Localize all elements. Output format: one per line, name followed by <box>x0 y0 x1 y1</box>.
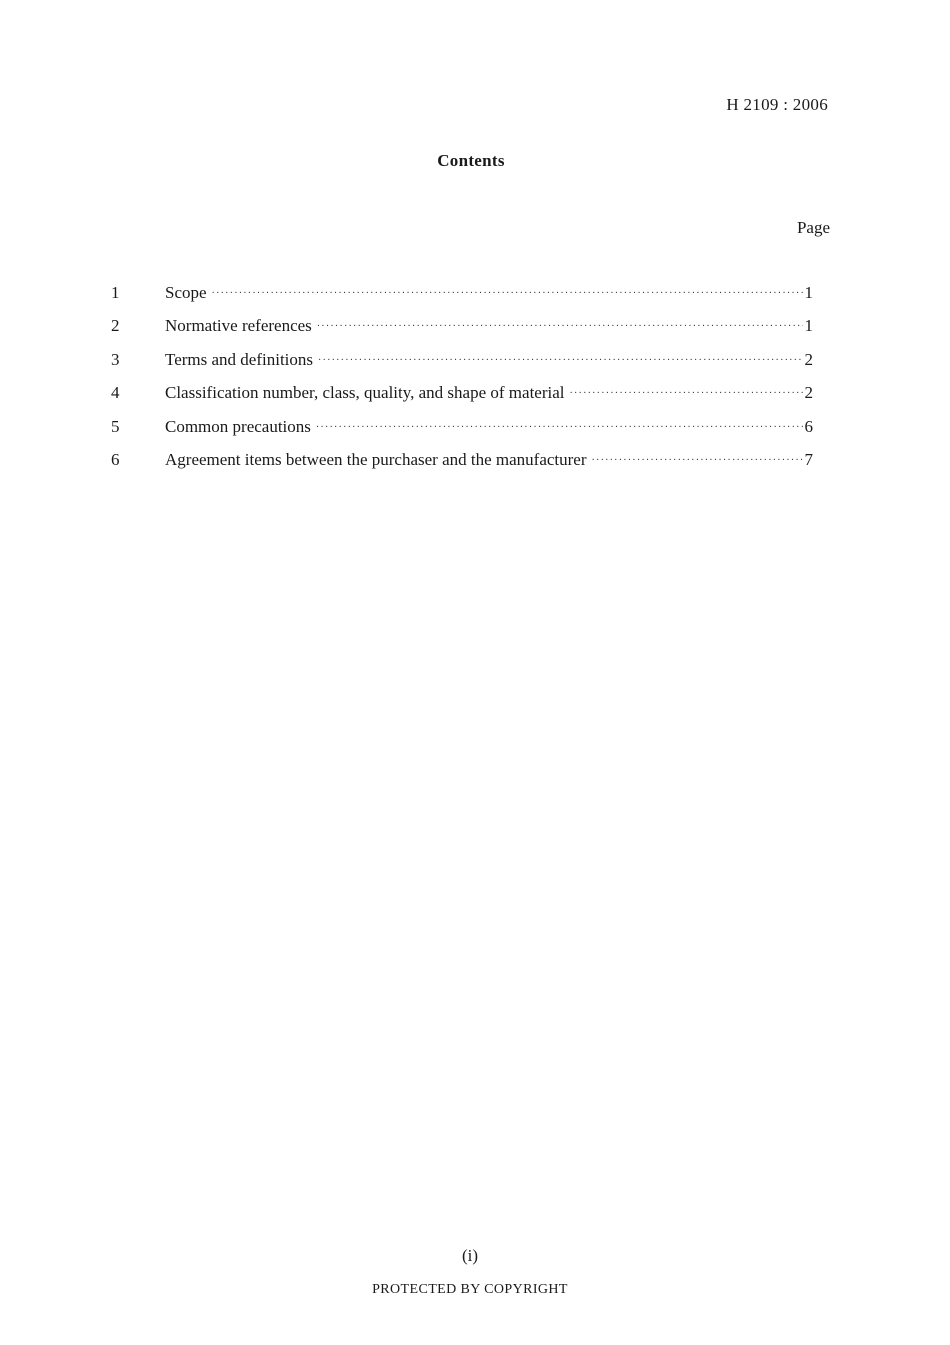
toc-entry-title: Scope <box>165 283 207 302</box>
toc-title: Contents <box>437 151 505 170</box>
toc-entry-title: Terms and definitions <box>165 349 314 369</box>
toc-dot-leader <box>316 422 803 433</box>
toc-dot-leader <box>317 321 803 332</box>
toc-entry[interactable] <box>111 383 813 416</box>
toc-entry-page: 2 <box>804 383 813 403</box>
toc-entry-page: 2 <box>804 349 813 369</box>
toc-entry-number: 2 <box>111 316 120 336</box>
toc-entry[interactable] <box>111 283 813 316</box>
toc-entry-page: 7 <box>804 449 813 469</box>
toc-dot-leader <box>570 388 803 399</box>
copyright-notice: PROTECTED BY COPYRIGHT <box>372 1282 568 1297</box>
toc-entry[interactable] <box>111 417 813 450</box>
toc-entry-title: Common precautions <box>165 416 311 436</box>
toc-entry-title: Normative references <box>165 316 312 336</box>
page-number: (i) <box>461 1246 479 1265</box>
toc-entry-number: 3 <box>111 349 120 369</box>
toc-entry-page: 1 <box>804 316 813 336</box>
toc-entry-number: 6 <box>111 449 120 469</box>
toc-entry-title: Classification number, class, quality, and shape of material <box>165 383 565 403</box>
toc-entry[interactable] <box>111 350 813 383</box>
toc-entry[interactable] <box>111 316 813 349</box>
toc-entry-number: 1 <box>111 283 120 302</box>
document-id: H 2109 : 2006 <box>726 95 828 114</box>
toc-dot-leader <box>592 455 803 466</box>
toc-entry-number: 4 <box>111 383 120 403</box>
toc-entry-page: 1 <box>804 283 813 302</box>
toc-dot-leader <box>318 355 802 366</box>
page-column-label: Page <box>796 218 830 237</box>
toc-entry-page: 6 <box>804 416 813 436</box>
toc-list <box>111 283 813 483</box>
toc-dot-leader <box>212 288 803 299</box>
toc-entry-title: Agreement items between the purchaser and the manufacturer <box>165 449 587 469</box>
toc-entry-number: 5 <box>111 416 120 436</box>
toc-entry[interactable] <box>111 450 813 483</box>
